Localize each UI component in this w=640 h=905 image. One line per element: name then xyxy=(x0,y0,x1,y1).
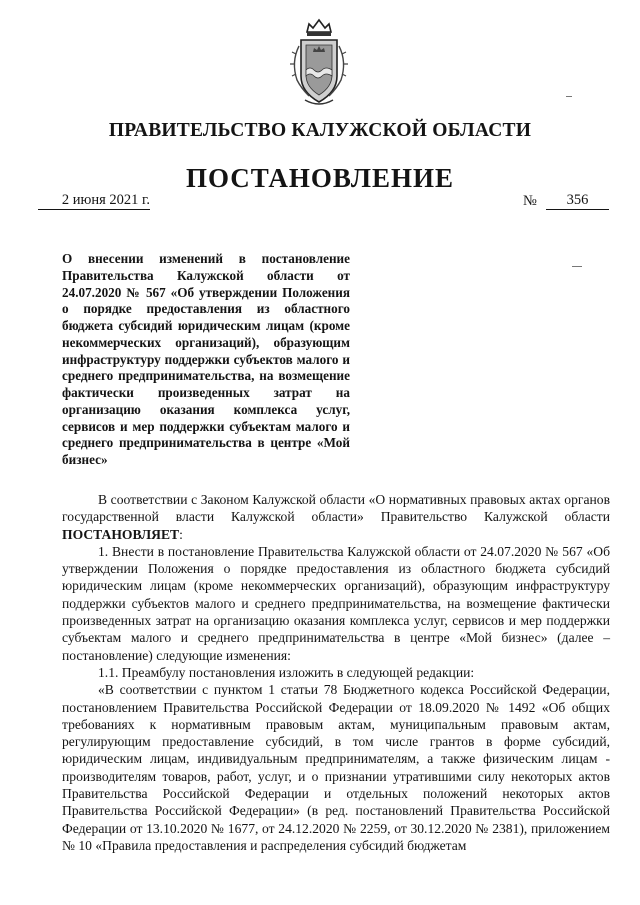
organization-name: ПРАВИТЕЛЬСТВО КАЛУЖСКОЙ ОБЛАСТИ xyxy=(108,120,532,141)
document-body xyxy=(62,491,610,854)
document-number: 356 xyxy=(546,192,609,210)
intro-text: В соответствии с Законом Калужской области «О нормативных правовых актах органов государственной власти Калужской области» Правительство Калужской области xyxy=(62,492,610,525)
quoted-preamble: «В соответствии с пунктом 1 статьи 78 Бюджетного кодекса Российской Федерации, постановлением Правительства Российской Федерации от 18.09.2020 № 1492 «Об общих требованиях к нормативным правовым актам, муниципальным правовым актам, регулирующим предоставление субсидий, в том числе грантов в форме субсидий, юридическим лицам, индивидуальным предпринимателям, а также физическим лицам - производителям товаров, работ, услуг, и о признании утратившими силу некоторых актов Правительства Российской Федерации и отдельных положений некоторых актов Правительства Российской Федерации» (в ред. постановлений Правительства Российской Федерации от 13.10.2020 № 1677, от 24.12.2020 № 2259, от 30.12.2020 № 2381), приложением № 10 «Правила предоставления и распределения субсидий бюджетам xyxy=(62,682,610,853)
scan-speck xyxy=(566,96,572,97)
scan-speck xyxy=(572,266,582,267)
document-date: 2 июня 2021 г. xyxy=(38,192,150,210)
document-title: О внесении изменений в постановление Правительства Калужской области от 24.07.2020 № 567 «Об утверждении Положения о порядке предоставления из областного бюджета субсидий юридическим лицам (кроме некоммерческих организаций), образующим инфраструктуру поддержки субъектов малого и среднего предпринимательства, на возмещение фактически произведенных затрат на организацию оказания комплекса услуг, сервисов и мер поддержки субъектам малого и среднего предпринимательства в центре «Мой бизнес» xyxy=(62,251,350,467)
paragraph-1: 1. Внести в постановление Правительства Калужской области от 24.07.2020 № 567 «Об утверждении Положения о порядке предоставления из областного бюджета субсидий юридическим лицам (кроме некоммерческих организаций), образующим инфраструктуру поддержки субъектов малого и среднего предпринимательства, на возмещение фактически произведенных затрат на организацию оказания комплекса услуг, сервисов и мер поддержки субъектам малого и среднего предпринимательства в центре «Мой бизнес» (далее – постановление) следующие изменения: xyxy=(62,543,610,663)
paragraph-1-1: 1.1. Преамбулу постановления изложить в следующей редакции: xyxy=(98,664,475,680)
decree-colon: : xyxy=(179,526,183,542)
intro-paragraph xyxy=(62,491,610,543)
kaluga-coat-of-arms-icon xyxy=(287,18,351,108)
decree-word: ПОСТАНОВЛЯЕТ xyxy=(62,526,180,542)
number-label: № xyxy=(523,193,537,209)
document-type: ПОСТАНОВЛЕНИЕ xyxy=(185,163,455,193)
